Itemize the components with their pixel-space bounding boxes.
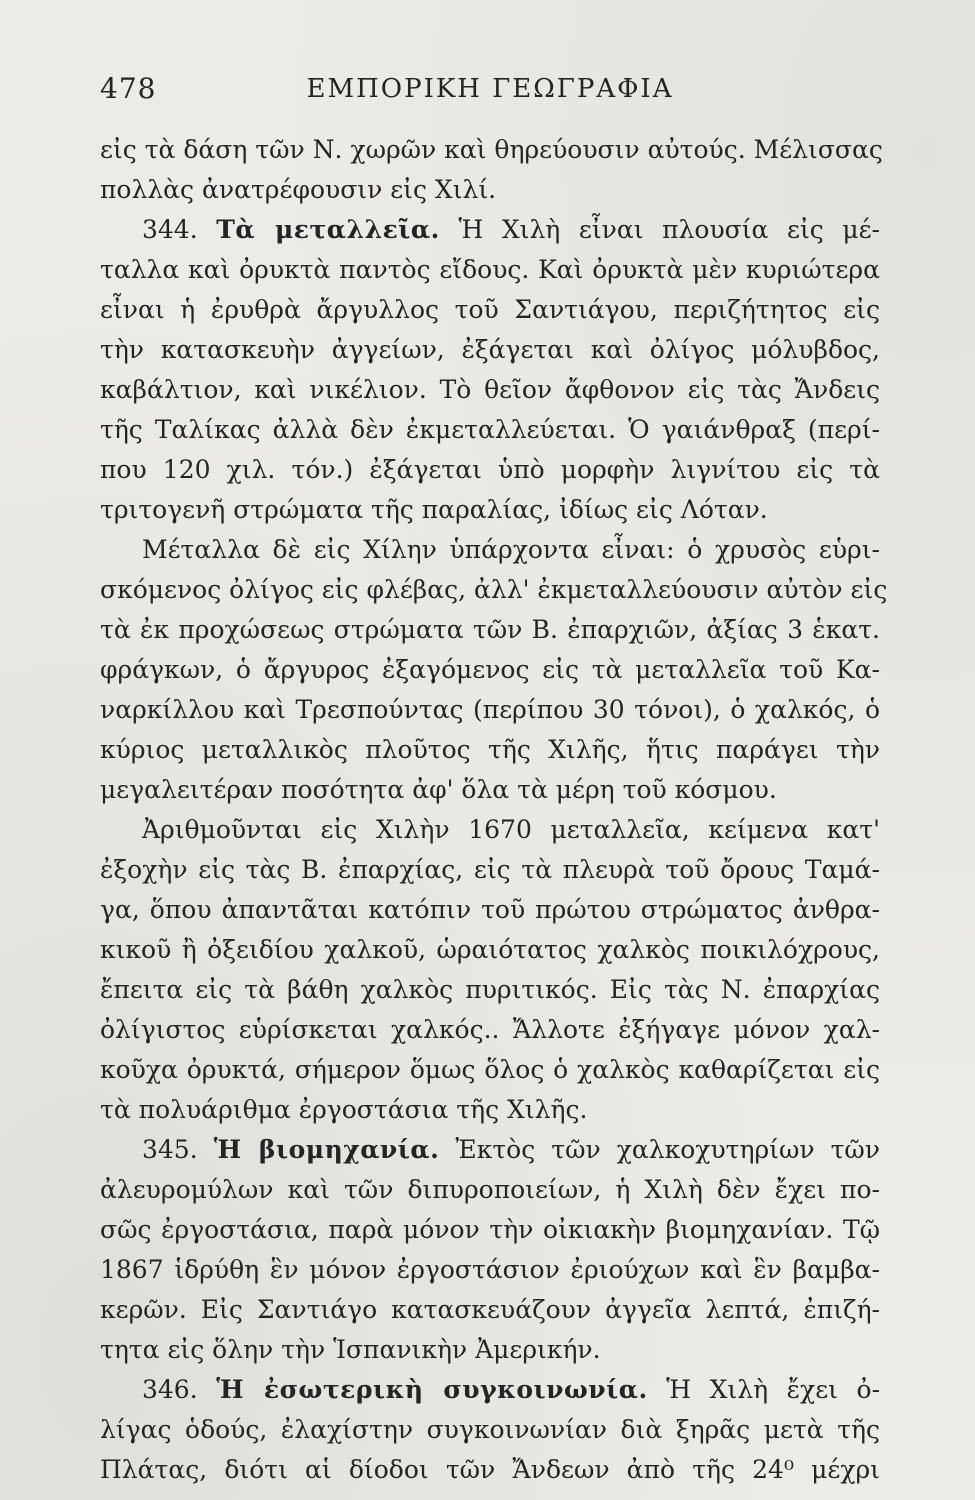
text-line: πολλὰς ἀνατρέφουσιν εἰς Χιλί. bbox=[100, 175, 497, 204]
text-line: ὀλίγιστος εὑρίσκεται χαλκός.. Ἄλλοτε ἐξήγαγε μόνον χαλ- bbox=[100, 1015, 880, 1044]
section-number: 345. bbox=[142, 1135, 198, 1164]
text-line: ναρκίλλου καὶ Τρεσπούντας (περίπου 30 τόνοι), ὁ χαλκός, ὁ bbox=[100, 695, 880, 724]
text-line: σῶς ἐργοστάσια, παρὰ μόνον τὴν οἰκιακὴν βιομηχανίαν. Τῷ bbox=[100, 1215, 880, 1244]
text-line: τῆς Ταλίκας ἀλλὰ δὲν ἐκμεταλλεύεται. Ὁ γαιάνθραξ (περί- bbox=[100, 415, 880, 444]
text-line: γα, ὅπου ἀπαντᾶται κατόπιν τοῦ πρώτου στρώματος ἀνθρα- bbox=[100, 895, 880, 924]
text-line: τὰ ἐκ προχώσεως στρώματα τῶν Β. ἐπαρχιῶν, ἀξίας 3 ἑκατ. bbox=[100, 615, 880, 644]
text-line: ἔπειτα εἰς τὰ βάθη χαλκὸς πυριτικός. Εἰς τὰς Ν. ἐπαρχίας bbox=[100, 975, 880, 1004]
text-line: κικοῦ ἢ ὀξειδίου χαλκοῦ, ὡραιότατος χαλκὸς ποικιλόχρους, bbox=[100, 935, 880, 964]
text-line: ταλλα καὶ ὀρυκτὰ παντὸς εἴδους. Καὶ ὀρυκτὰ μὲν κυριώτερα bbox=[100, 255, 880, 284]
text-line: καβάλτιον, καὶ νικέλιον. Τὸ θεῖον ἄφθονον εἰς τὰς Ἄνδεις bbox=[100, 375, 880, 404]
text-line: κύριος μεταλλικὸς πλοῦτος τῆς Χιλῆς, ἥτις παράγει τὴν bbox=[100, 735, 880, 764]
text-line: φράγκων, ὁ ἄργυρος ἐξαγόμενος εἰς τὰ μεταλλεῖα τοῦ Κα- bbox=[100, 655, 880, 684]
text-line: που 120 χιλ. τόν.) ἐξάγεται ὑπὸ μορφὴν λιγνίτου εἰς τὰ bbox=[100, 455, 880, 484]
text-line: 1867 ἱδρύθη ἓν μόνον ἐργοστάσιον ἐριούχων καὶ ἓν βαμβα- bbox=[100, 1255, 880, 1284]
text-line: Ἀριθμοῦνται εἰς Χιλὴν 1670 μεταλλεῖα, κείμενα κατ' bbox=[142, 815, 880, 844]
page-header bbox=[100, 72, 880, 112]
text-line: κερῶν. Εἰς Σαντιάγο κατασκευάζουν ἀγγεῖα λεπτά, ἐπιζή- bbox=[100, 1295, 880, 1324]
text-line: τητα εἰς ὅλην τὴν Ἱσπανικὴν Ἀμερικήν. bbox=[100, 1335, 601, 1364]
text-line: ἐξοχὴν εἰς τὰς Β. ἐπαρχίας, εἰς τὰ πλευρὰ τοῦ ὄρους Ταμά- bbox=[100, 855, 880, 884]
section-number: 344. bbox=[142, 215, 198, 244]
running-title: ΕΜΠΟΡΙΚΗ ΓΕΩΓΡΑΦΙΑ bbox=[306, 74, 674, 104]
page-number: 478 bbox=[100, 72, 157, 105]
text-line: Μέταλλα δὲ εἰς Χίλην ὑπάρχοντα εἶναι: ὁ χρυσὸς εὑρι- bbox=[142, 535, 880, 564]
text-line: τὴν κατασκευὴν ἀγγείων, ἐξάγεται καὶ ὀλίγος μόλυβδος, bbox=[100, 335, 880, 364]
section-title: Ἡ βιομηχανία. bbox=[213, 1135, 440, 1164]
text-line: Πλάτας, διότι αἱ δίοδοι τῶν Ἄνδεων ἀπὸ τῆς 24⁰ μέχρι bbox=[100, 1455, 880, 1484]
text-line: σκόμενος ὀλίγος εἰς φλέβας, ἀλλ' ἐκμεταλλεύουσιν αὐτὸν εἰς bbox=[100, 575, 888, 604]
section-text: Ἐκτὸς τῶν χαλκοχυτηρίων τῶν bbox=[455, 1135, 881, 1164]
text-line: τριτογενῆ στρώματα τῆς παραλίας, ἰδίως εἰς Λόταν. bbox=[100, 495, 768, 524]
text-line: λίγας ὁδούς, ἐλαχίστην συγκοινωνίαν διὰ ξηρᾶς μετὰ τῆς bbox=[100, 1415, 880, 1444]
text-line: ἀλευρομύλων καὶ τῶν διπυροποιείων, ἡ Χιλὴ δὲν ἔχει πο- bbox=[100, 1175, 880, 1204]
text-line: κοῦχα ὀρυκτά, σήμερον ὅμως ὅλος ὁ χαλκὸς καθαρίζεται εἰς bbox=[100, 1055, 880, 1084]
text-line: μεγαλειτέραν ποσότητα ἀφ' ὅλα τὰ μέρη τοῦ κόσμου. bbox=[100, 775, 777, 804]
section-heading-line bbox=[100, 210, 880, 250]
section-text: Ἡ Χιλὴ ἔχει ὀ- bbox=[666, 1375, 881, 1404]
section-heading-line bbox=[100, 1130, 880, 1170]
section-title: Τὰ μεταλλεῖα. bbox=[216, 215, 440, 244]
section-title: Ἡ ἐσωτερικὴ συγκοινωνία. bbox=[216, 1375, 648, 1404]
section-number: 346. bbox=[142, 1375, 198, 1404]
text-line: εἰς τὰ δάση τῶν Ν. χωρῶν καὶ θηρεύουσιν αὐτούς. Μέλισσας bbox=[100, 135, 883, 164]
text-line: εἶναι ἡ ἐρυθρὰ ἄργυλλος τοῦ Σαντιάγου, περιζήτητος εἰς bbox=[100, 295, 880, 324]
text-line: τὰ πολυάριθμα ἐργοστάσια τῆς Χιλῆς. bbox=[100, 1095, 588, 1124]
section-heading-line bbox=[100, 1370, 880, 1410]
section-text: Ἡ Χιλὴ εἶναι πλουσία εἰς μέ- bbox=[458, 215, 880, 244]
body-text bbox=[100, 130, 888, 1490]
